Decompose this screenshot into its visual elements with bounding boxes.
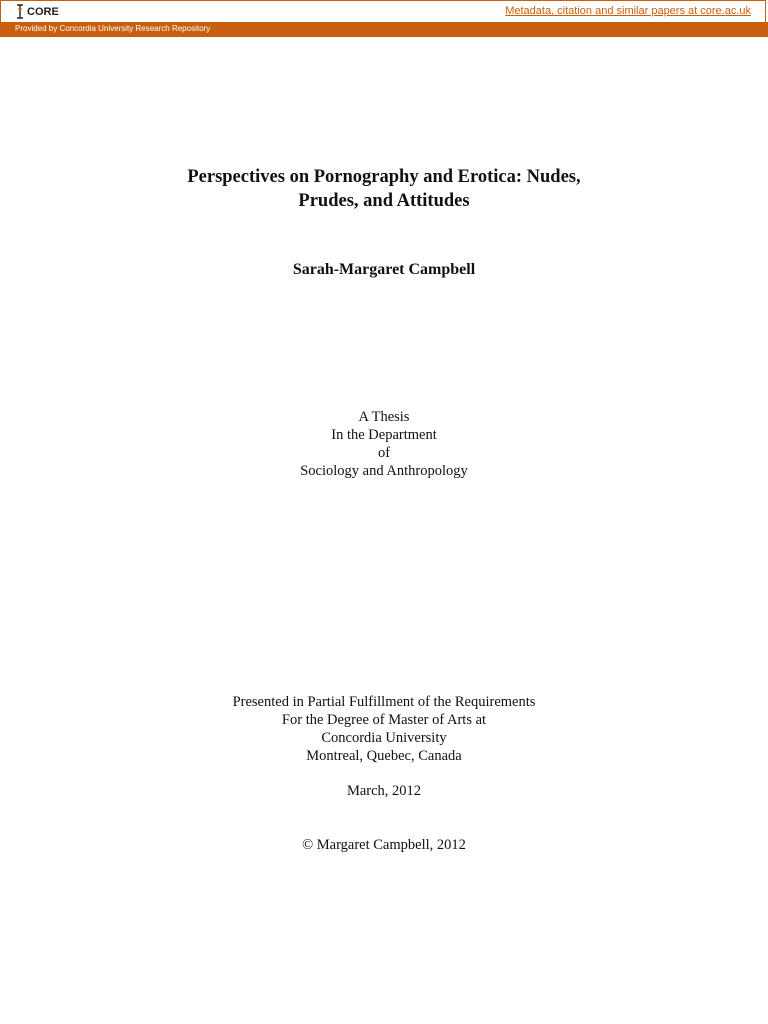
thesis-line: of [377, 445, 391, 461]
thesis-line: A Thesis [358, 409, 410, 425]
fulfillment-line: Presented in Partial Fulfillment of the Requirements [232, 694, 536, 710]
fulfillment-line: Montreal, Quebec, Canada [306, 748, 462, 764]
core-logo-text: CORE [27, 6, 59, 18]
provided-by-text: Provided by Concordia University Research Repository [15, 24, 211, 33]
author-name: Sarah-Margaret Campbell [292, 261, 476, 278]
fulfillment-line: For the Degree of Master of Arts at [281, 712, 487, 728]
thesis-line: In the Department [331, 427, 437, 443]
core-metadata-link[interactable]: Metadata, citation and similar papers at core.ac.uk [505, 5, 751, 17]
core-header [0, 0, 766, 22]
title-line: Perspectives on Pornography and Erotica: Nudes, [187, 167, 581, 187]
thesis-department [0, 408, 768, 480]
thesis-line: Sociology and Anthropology [300, 463, 468, 479]
copyright-notice: © Margaret Campbell, 2012 [302, 837, 466, 853]
degree-fulfillment [0, 693, 768, 765]
core-logo[interactable] [15, 3, 59, 21]
fulfillment-line: Concordia University [321, 730, 447, 746]
core-provided-band [0, 22, 768, 37]
thesis-title [0, 165, 768, 213]
title-line: Prudes, and Attitudes [298, 191, 470, 211]
core-logo-icon [15, 4, 25, 20]
submission-date: March, 2012 [346, 783, 422, 799]
